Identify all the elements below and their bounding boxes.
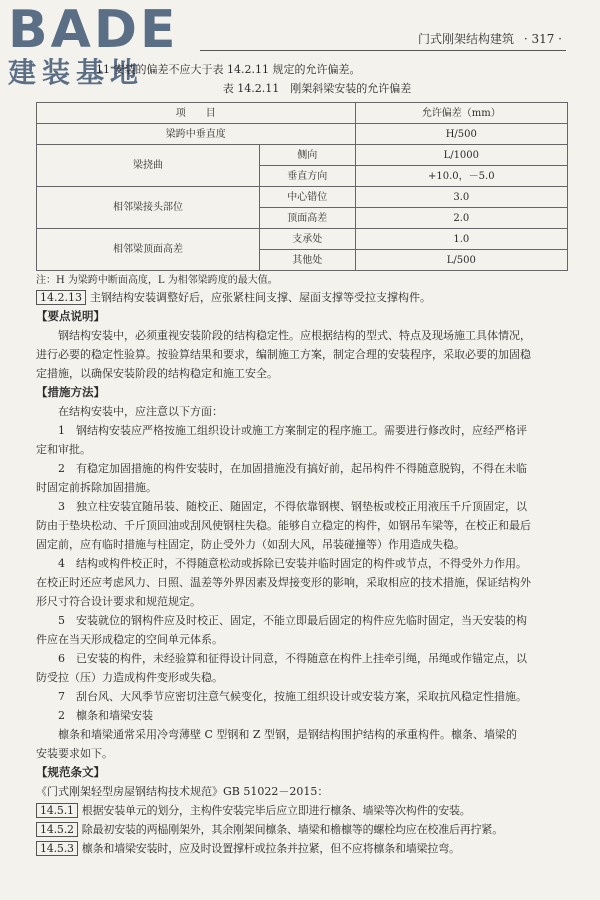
paragraph-line: 进行必要的稳定性验算。按验算结果和要求，编制施工方案，制定合理的安装程序，采取必要的加固稳 [36,348,531,361]
clause-text: 除最初安装的两榀刚架外，其余刚架间檩条、墙梁和檐檩等的螺栓均应在校准后再拧紧。 [81,823,503,836]
spec-clause [36,801,568,820]
paragraph-line: 形尺寸符合设计要求和规范规定。 [36,595,201,608]
paragraph-line: 3 独立柱安装宜随吊装、随校正、随固定，不得依靠钢楔、钢垫板或校正用液压千斤顶固定，以 [58,500,527,513]
table-cell: 侧向 [260,145,356,166]
table-caption: 表 14.2.11 刚架斜梁安装的允许偏差 [222,82,412,95]
body-line: 11 安装的偏差不应大于表 14.2.11 规定的允许偏差。 [96,63,361,76]
paragraph-line: 1 钢结构安装应严格按施工组织设计或施工方案制定的程序施工。需要进行修改时，应经严格评 [58,424,527,437]
paragraph-line: 防受拉（压）力造成构件变形或失稳。 [36,671,223,684]
clause-number: 14.2.13 [36,290,86,305]
table-cell: L/1000 [355,145,567,166]
paragraph-line: 定和审批。 [36,443,91,456]
paragraph-line: 件应在当天形成稳定的空间单元体系。 [36,633,223,646]
section-heading-spec: 【规范条文】 [36,765,105,779]
table-cell: 1.0 [355,229,567,250]
paragraph-line: 5 安装就位的钢构件应及时校正、固定，不能立即最后固定的构件应先临时固定，当天安装的构 [58,614,527,627]
clause-number: 14.5.1 [36,803,78,818]
table-cell: +10.0，－5.0 [355,166,567,187]
paragraph-line: 防由于垫块松动、千斤顶回油或刮风使钢柱失稳。能够自立稳定的构件，如钢吊车梁等，在校正和最后 [36,519,531,532]
table-row [37,187,568,208]
paragraph-line: 檩条和墙梁通常采用冷弯薄壁 C 型钢和 Z 型钢，是钢结构围护结构的承重构件。檩条、墙梁的 [58,728,518,741]
paragraph-line: 2 檩条和墙梁安装 [58,709,153,722]
paragraph-line: 时固定前拆除加固措施。 [36,481,157,494]
clause-14-2-13 [36,288,568,307]
table-cell: 支承处 [260,229,356,250]
clause-text: 檩条和墙梁安装时，应及时设置撑杆或拉条并拉紧，但不应将檩条和墙梁拉弯。 [81,842,460,855]
table-header-row [37,103,568,124]
clause-number: 14.5.2 [36,822,78,837]
paragraph-line: 定措施，以确保安装阶段的结构稳定和施工安全。 [36,367,278,380]
paragraph-line: 6 已安装的构件，未经验算和征得设计同意，不得随意在构件上挂牵引绳，吊绳或作锚定点，以 [58,652,527,665]
clause-text: 主钢结构安装调整好后，应张紧柱间支撑、屋面支撑等受拉支撑构件。 [90,291,431,304]
table-header-item: 项 目 [37,103,356,124]
table-row [37,229,568,250]
table-cell: 中心错位 [260,187,356,208]
paragraph-line: 安装要求如下。 [36,747,113,760]
running-header [412,30,562,47]
logo-subtitle: 建装基地 [8,56,145,89]
page-number: · 317 · [523,32,562,46]
table-cell: 3.0 [355,187,567,208]
table-note: 注：H 为梁跨中断面高度，L 为相邻梁跨度的最大值。 [36,275,278,286]
table-cell: H/500 [355,124,567,145]
table-cell: 梁挠曲 [37,145,260,187]
table-cell: 2.0 [355,208,567,229]
clause-text: 根据安装单元的划分，主构件安装完毕后应立即进行檩条、墙梁等次构件的安装。 [81,804,471,817]
paragraph-line: 4 结构或构件校正时，不得随意松动或拆除已安装并临时固定的构件或节点，不得受外力作用。 [58,557,527,570]
paragraph-line: 2 有稳定加固措施的构件安装时，在加固措施没有搞好前，起吊构件不得随意脱钩，不得在未临 [58,462,527,475]
clause-number: 14.5.3 [36,841,78,856]
section-heading-measures: 【措施方法】 [36,385,105,399]
logo-wordmark: BADE [8,0,179,60]
table-row [37,145,568,166]
paragraph-line: 钢结构安装中，必须重视安装阶段的结构稳定性。应根据结构的型式、特点及现场施工具体情况， [58,329,531,342]
paragraph-line: 固定前，应有临时措施与柱固定，防止受外力（如刮大风，吊装碰撞等）作用造成失稳。 [36,538,465,551]
page-body [36,60,568,858]
spec-clause [36,839,568,858]
table-cell: 相邻梁接头部位 [37,187,260,229]
spec-clause [36,820,568,839]
table-cell: 其他处 [260,250,356,271]
book-title: 门式刚架结构建筑 [417,32,514,46]
tolerance-table [36,102,568,271]
table-row [37,124,568,145]
header-rule [200,50,566,51]
section-heading-points: 【要点说明】 [36,309,105,323]
paragraph-line: 在结构安装中，应注意以下方面： [58,405,223,418]
table-cell: 垂直方向 [260,166,356,187]
table-cell: 相邻梁顶面高差 [37,229,260,271]
spec-source: 《门式刚架轻型房屋钢结构技术规范》GB 51022－2015： [36,785,329,798]
table-header-deviation: 允许偏差（mm） [355,103,567,124]
table-cell: 顶面高差 [260,208,356,229]
paragraph-line: 7 刮台风、大风季节应密切注意气候变化，按施工组织设计或安装方案，采取抗风稳定性措施。 [58,690,527,703]
table-cell: 梁跨中垂直度 [37,124,356,145]
table-cell: L/500 [355,250,567,271]
paragraph-line: 在校正时还应考虑风力、日照、温差等外界因素及焊接变形的影响，采取相应的技术措施，保证结构外 [36,576,531,589]
